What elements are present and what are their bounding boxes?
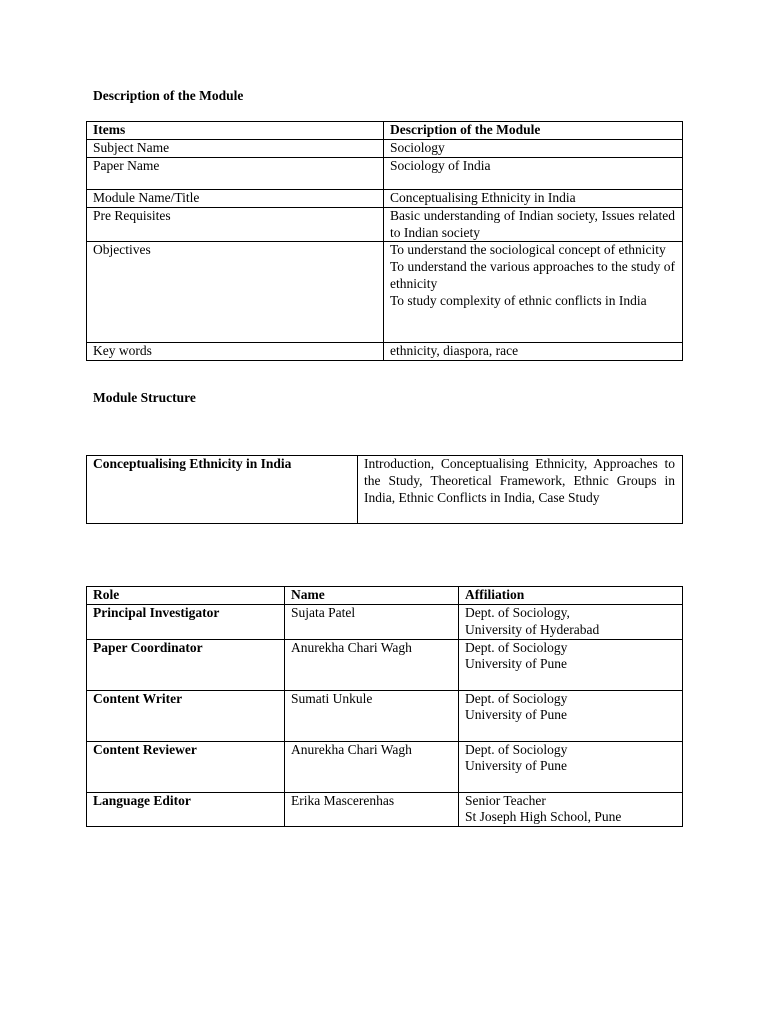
team-table-header <box>87 587 683 605</box>
person-name: Sujata Patel <box>285 605 459 640</box>
row-item: Objectives <box>87 242 384 343</box>
affiliation-line: University of Hyderabad <box>465 621 600 637</box>
affiliation-line: Dept. of Sociology <box>465 690 568 706</box>
objective-item: To understand the sociological concept of ethnicity <box>390 242 666 258</box>
affiliation <box>459 792 683 827</box>
table-row <box>87 605 683 640</box>
team-table <box>86 586 683 827</box>
row-value: Sociology of India <box>384 157 683 189</box>
affiliation <box>459 690 683 741</box>
row-item: Pre Requisites <box>87 207 384 242</box>
role: Paper Coordinator <box>87 639 285 690</box>
objective-item: To understand the various approaches to the study of ethnicity <box>390 259 675 291</box>
table-row <box>87 189 683 207</box>
person-name: Anurekha Chari Wagh <box>285 639 459 690</box>
affiliation <box>459 741 683 792</box>
description-table <box>86 121 683 361</box>
affiliation-line: Dept. of Sociology <box>465 639 568 655</box>
module-structure-table <box>86 455 683 524</box>
table-row <box>87 343 683 361</box>
row-value: Basic understanding of Indian society, Issues related to Indian society <box>384 207 683 242</box>
description-table-header <box>87 122 683 140</box>
module-structure-heading: Module Structure <box>93 390 196 405</box>
description-heading: Description of the Module <box>93 88 244 103</box>
affiliation <box>459 639 683 690</box>
affiliation-line: University of Pune <box>465 656 567 672</box>
header-role: Role <box>87 587 285 605</box>
row-item: Paper Name <box>87 157 384 189</box>
header-items: Items <box>87 122 384 140</box>
objective-item: To study complexity of ethnic conflicts in India <box>390 292 647 308</box>
person-name: Sumati Unkule <box>285 690 459 741</box>
table-row <box>87 639 683 690</box>
row-item: Subject Name <box>87 140 384 158</box>
table-row <box>87 792 683 827</box>
affiliation-line: Dept. of Sociology, <box>465 605 570 620</box>
person-name: Anurekha Chari Wagh <box>285 741 459 792</box>
role: Principal Investigator <box>87 605 285 640</box>
row-values <box>384 242 683 343</box>
row-value: Conceptualising Ethnicity in India <box>384 189 683 207</box>
header-name: Name <box>285 587 459 605</box>
role: Content Reviewer <box>87 741 285 792</box>
table-row <box>87 741 683 792</box>
table-row <box>87 207 683 242</box>
row-value: ethnicity, diaspora, race <box>384 343 683 361</box>
module-title: Conceptualising Ethnicity in India <box>87 456 358 524</box>
table-row <box>87 242 683 343</box>
role: Content Writer <box>87 690 285 741</box>
row-value: Sociology <box>384 140 683 158</box>
role: Language Editor <box>87 792 285 827</box>
module-topics: Introduction, Conceptualising Ethnicity, Approaches to the Study, Theoretical Framework, Ethnic Groups in India, Ethnic Conflicts in India, Case Study <box>358 456 683 524</box>
row-item: Module Name/Title <box>87 189 384 207</box>
table-row <box>87 140 683 158</box>
table-row <box>87 690 683 741</box>
affiliation-line: University of Pune <box>465 758 567 774</box>
person-name: Erika Mascerenhas <box>285 792 459 827</box>
header-affiliation: Affiliation <box>459 587 683 605</box>
table-row <box>87 157 683 189</box>
header-description: Description of the Module <box>384 122 683 140</box>
affiliation-line: Dept. of Sociology <box>465 741 568 757</box>
affiliation-line: University of Pune <box>465 707 567 723</box>
affiliation-line: Senior Teacher <box>465 792 546 808</box>
affiliation-line: St Joseph High School, Pune <box>465 809 622 825</box>
row-item: Key words <box>87 343 384 361</box>
table-row <box>87 456 683 524</box>
affiliation <box>459 605 683 640</box>
